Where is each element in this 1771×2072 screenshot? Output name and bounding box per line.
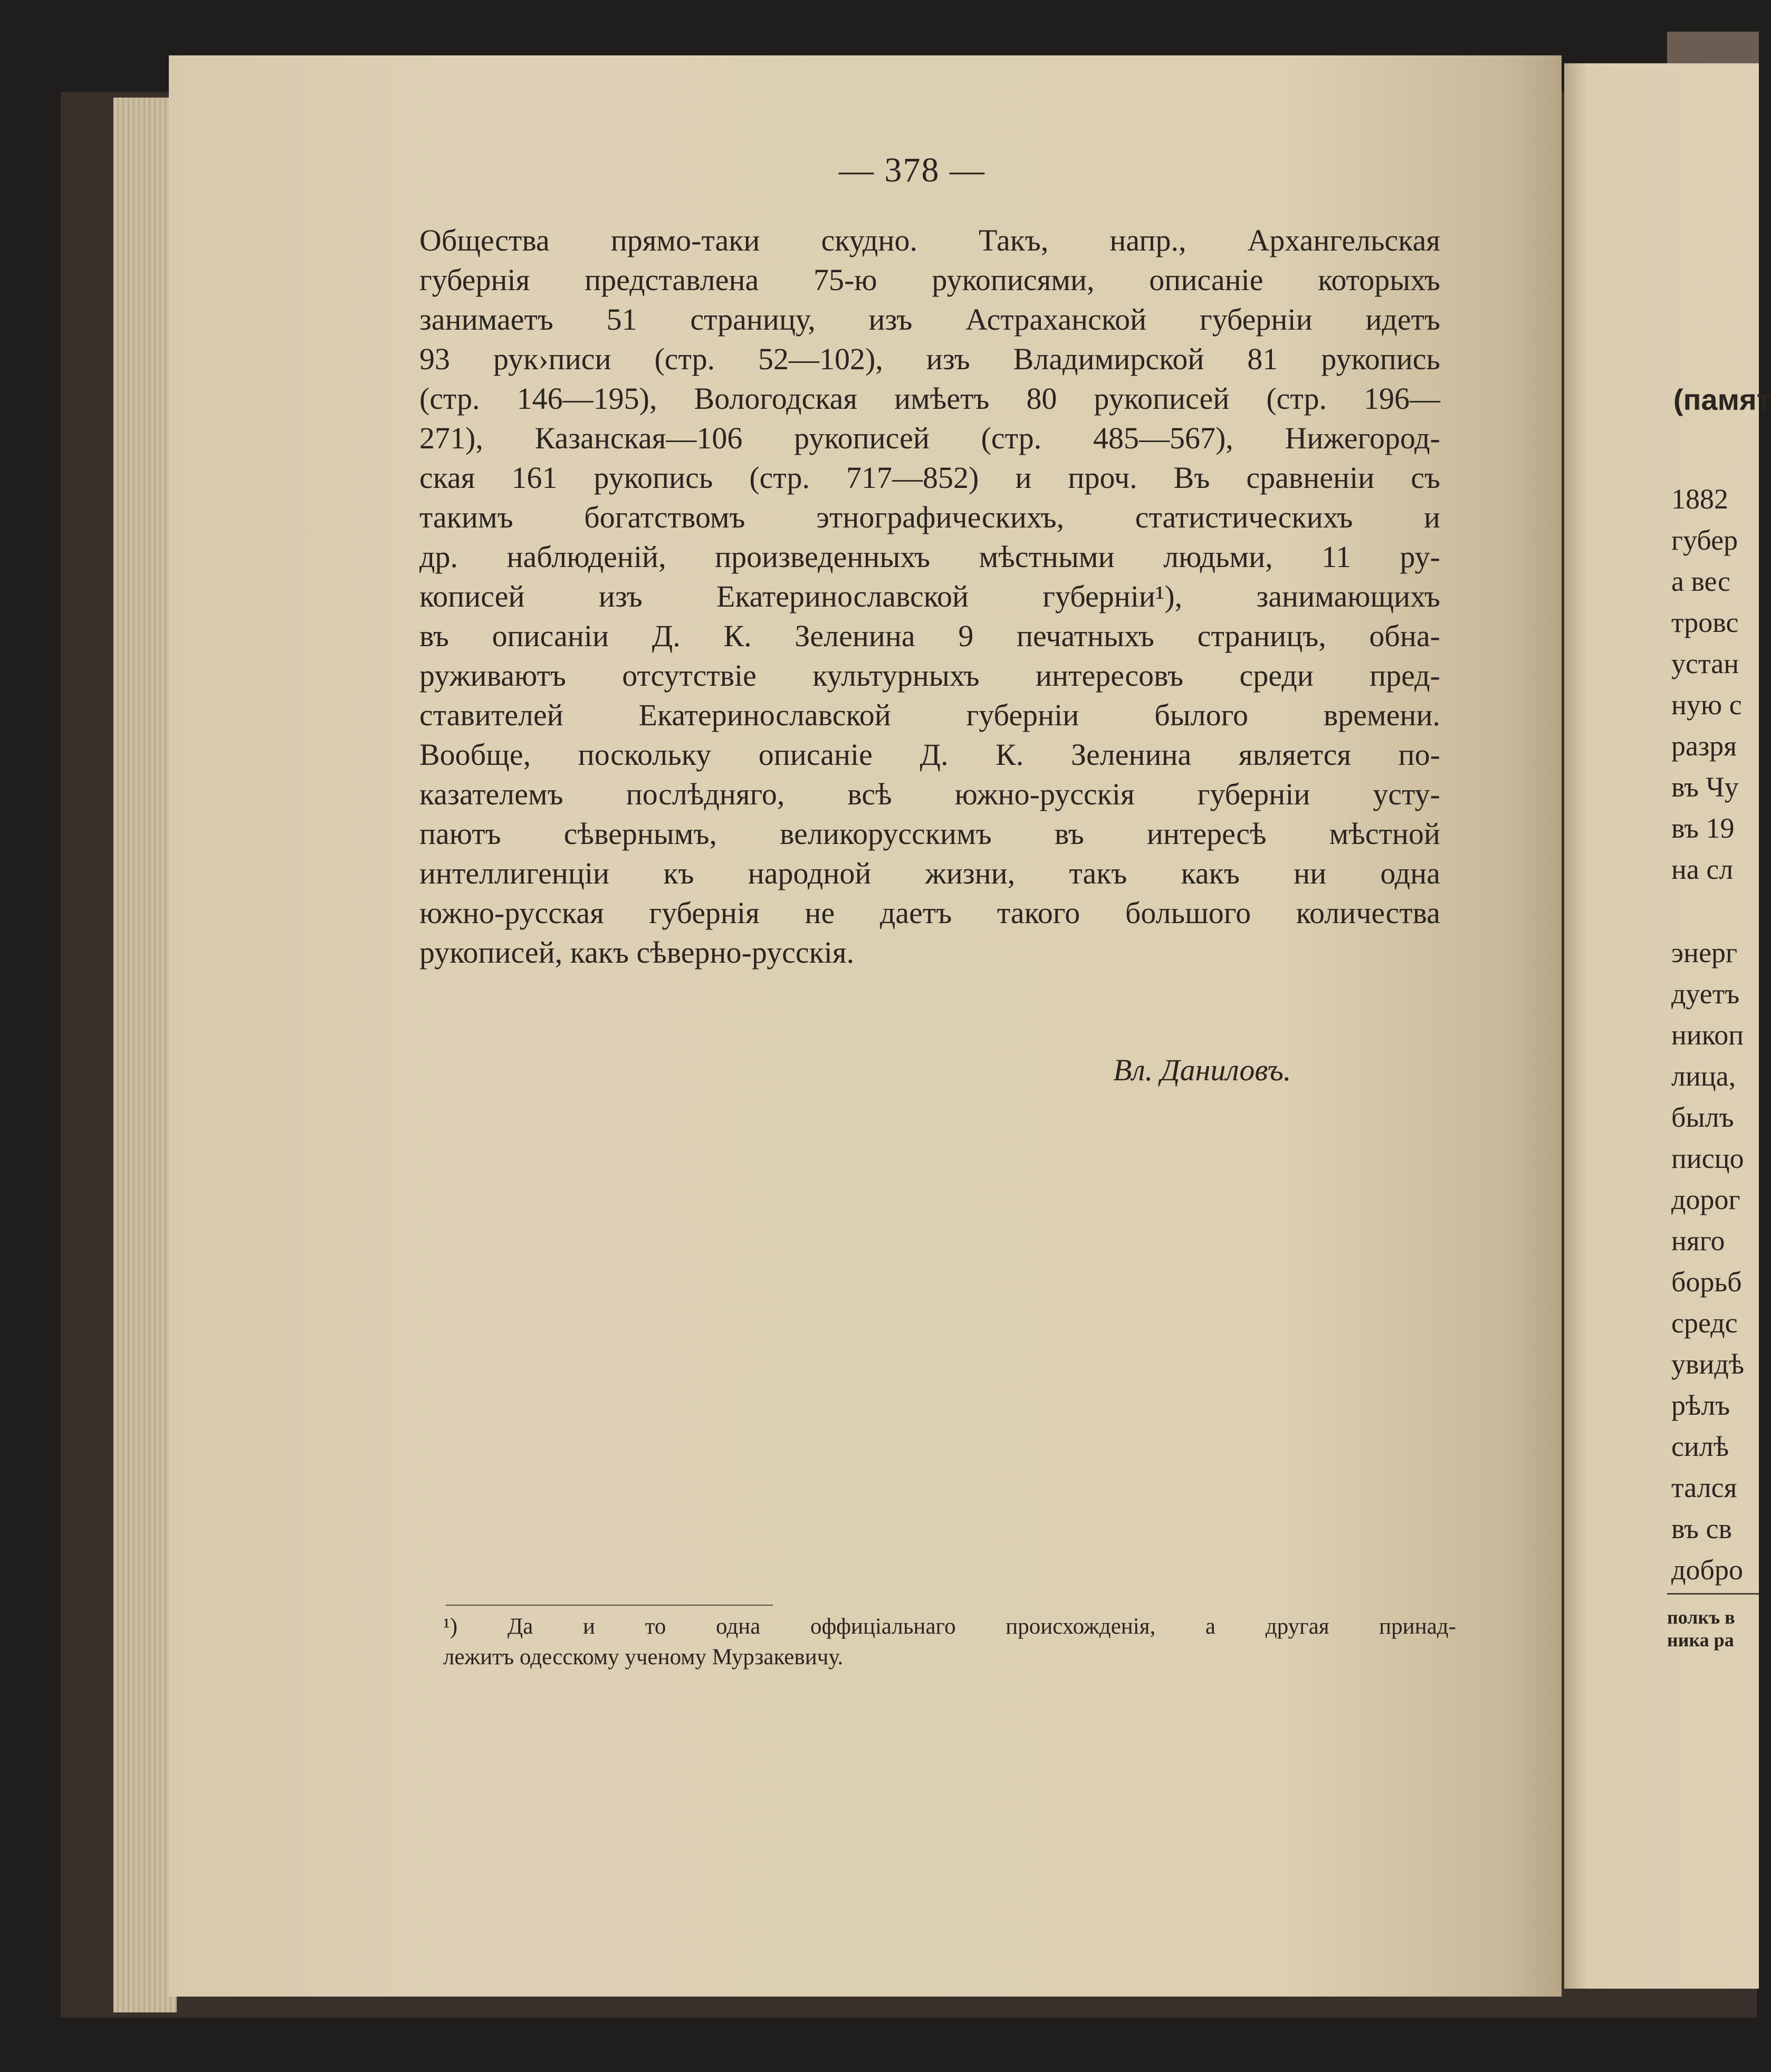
right-text-line: борьб [1671, 1266, 1742, 1298]
right-text-line: рѣлъ [1671, 1389, 1730, 1421]
right-text-line: средс [1671, 1307, 1738, 1339]
text-line: южно-русская губернія не даетъ такого большого количества [419, 896, 1440, 930]
text-line: ставителей Екатеринославской губерніи былого времени. [419, 698, 1440, 732]
right-text-line: дорог [1671, 1184, 1740, 1215]
text-line: казателемъ послѣдняго, всѣ южно-русскія губерніи усту- [419, 777, 1440, 811]
right-text-line: въ Чу [1671, 771, 1739, 803]
right-text-line: а вес [1671, 565, 1730, 597]
footnote-line: лежитъ одесскому ученому Мурзакевичу. [443, 1645, 844, 1670]
right-text-line: губер [1671, 524, 1738, 556]
right-footnote-line: полкъ в [1667, 1607, 1735, 1628]
text-line: кописей изъ Екатеринославской губерніи¹), занимающихъ [419, 579, 1440, 613]
right-text-line: въ 19 [1671, 812, 1735, 844]
main-paragraph [419, 220, 1440, 972]
right-footnote-divider [1667, 1593, 1759, 1595]
right-text-line: силѣ [1671, 1431, 1729, 1462]
right-text-line: энерг [1671, 937, 1738, 968]
right-text-line: разря [1671, 730, 1737, 762]
right-text-line: никоп [1671, 1019, 1744, 1051]
right-text-line: дуетъ [1671, 978, 1740, 1010]
text-line: руживаютъ отсутствіе культурныхъ интересовъ среди пред- [419, 658, 1440, 693]
text-line: губернія представлена 75-ю рукописями, описаніе которыхъ [419, 263, 1440, 297]
text-line: паютъ сѣвернымъ, великорусскимъ въ интересѣ мѣстной [419, 817, 1440, 851]
right-text-line: увидѣ [1671, 1348, 1745, 1380]
footnote [443, 1611, 1456, 1673]
right-text-line: няго [1671, 1225, 1725, 1256]
text-line: такимъ богатствомъ этнографическихъ, статистическихъ и [419, 500, 1440, 534]
page-number: — 378 — [839, 151, 985, 189]
right-text-line: на сл [1671, 853, 1734, 885]
right-text-line: былъ [1671, 1101, 1734, 1133]
text-line: (стр. 146—195), Вологодская имѣетъ 80 рукописей (стр. 196— [419, 381, 1440, 416]
text-line: Общества прямо-таки скудно. Такъ, напр., Архангельская [419, 223, 1440, 257]
right-footnote-line: ника ра [1667, 1629, 1734, 1651]
right-text-line: тровс [1671, 607, 1739, 638]
text-line: въ описаніи Д. К. Зеленина 9 печатныхъ страницъ, обна- [419, 619, 1440, 653]
text-line: интеллигенціи къ народной жизни, такъ какъ ни одна [419, 856, 1440, 890]
footnote-divider [446, 1605, 773, 1606]
right-text-line: писцо [1671, 1143, 1744, 1174]
right-text-line: добро [1671, 1554, 1743, 1586]
right-text-line: устан [1671, 648, 1739, 679]
text-line: Вообще, поскольку описаніе Д. К. Зеленина является по- [419, 737, 1440, 772]
page-edges [113, 98, 177, 2012]
text-line: 271), Казанская—106 рукописей (стр. 485—567), Нижегород- [419, 421, 1440, 455]
text-line: др. наблюденій, произведенныхъ мѣстными людьми, 11 ру- [419, 540, 1440, 574]
footnote-line: ¹) Да и то одна оффиціальнаго происхожденія, а другая принад- [443, 1614, 1456, 1639]
text-line: рукописей, какъ сѣверно-русскія. [419, 935, 855, 970]
right-text-line: 1882 [1671, 483, 1728, 515]
author-signature: Вл. Даниловъ. [1113, 1053, 1291, 1087]
text-line: занимаетъ 51 страницу, изъ Астраханской губерніи идетъ [419, 302, 1440, 337]
right-text-line: въ св [1671, 1513, 1732, 1545]
right-page-heading: (памят [1673, 383, 1771, 416]
right-text-line: ную с [1671, 689, 1742, 721]
right-text-line: лица, [1671, 1060, 1736, 1092]
text-line: 93 рук›писи (стр. 52—102), изъ Владимирской 81 рукопись [419, 342, 1440, 376]
right-text-line: тался [1671, 1472, 1737, 1503]
text-line: ская 161 рукопись (стр. 717—852) и проч. Въ сравненіи съ [419, 461, 1440, 495]
